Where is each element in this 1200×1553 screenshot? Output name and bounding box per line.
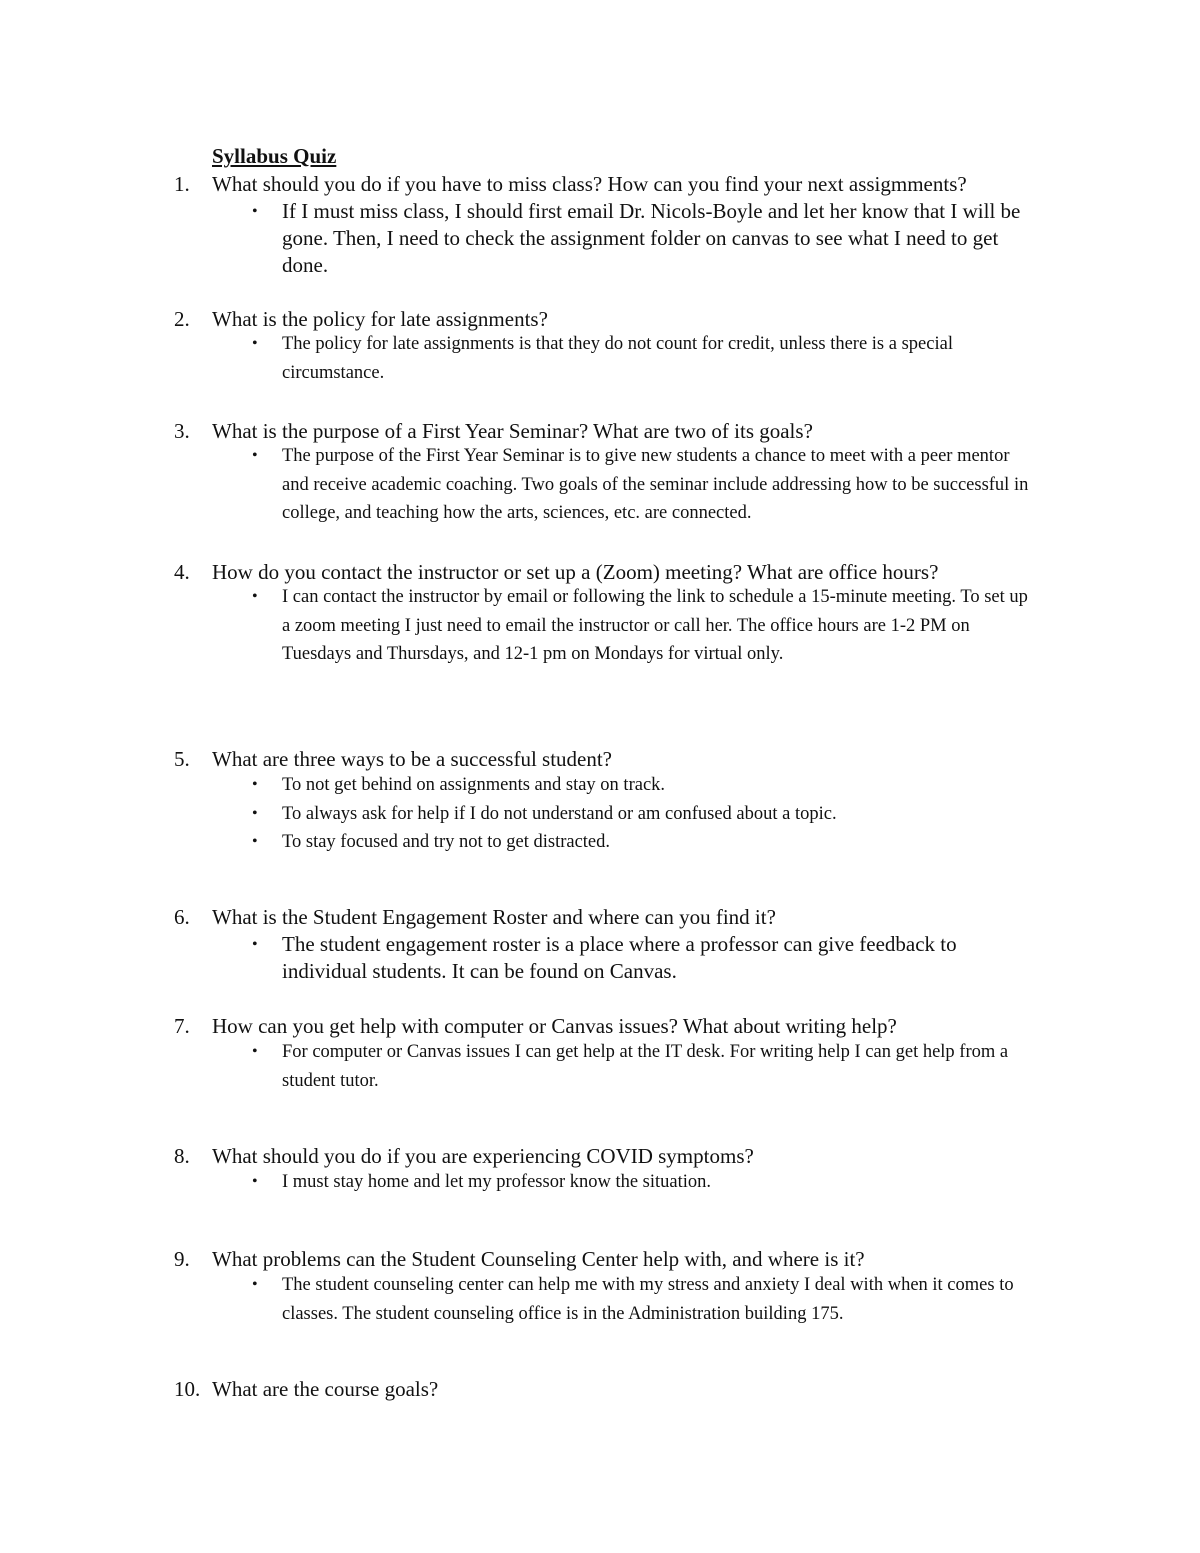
answer-item <box>246 931 1036 985</box>
bullet-icon: • <box>252 1276 258 1293</box>
answer-text: The purpose of the First Year Seminar is to give new students a chance to meet with a peer mentor and receive academic coaching. Two goals of the seminar include addressing how to be successful in college, and teaching how the arts, sciences, etc. are connected. <box>282 446 1029 523</box>
answers-4 <box>246 583 1036 669</box>
question-number: 4. <box>174 560 190 584</box>
answers-3 <box>246 442 1036 528</box>
question-8 <box>174 1142 1094 1170</box>
question-number: 7. <box>174 1014 190 1038</box>
question-text: What should you do if you have to miss class? How can you find your next assigmments? <box>212 172 967 196</box>
answer-text: For computer or Canvas issues I can get help at the IT desk. For writing help I can get help from a student tutor. <box>282 1042 1009 1091</box>
answers-1 <box>246 198 1036 279</box>
answer-item <box>246 330 1036 387</box>
answer-item <box>246 800 1036 829</box>
question-text: What problems can the Student Counseling Center help with, and where is it? <box>212 1247 865 1271</box>
document-title: Syllabus Quiz <box>212 144 337 168</box>
question-number: 2. <box>174 307 190 331</box>
question-5 <box>174 745 1094 773</box>
question-9 <box>174 1245 1094 1273</box>
answers-2 <box>246 330 1036 387</box>
bullet-icon: • <box>252 335 258 352</box>
bullet-icon: • <box>252 588 258 605</box>
question-number: 10. <box>174 1377 201 1401</box>
question-7 <box>174 1012 1094 1040</box>
answer-text: To always ask for help if I do not understand or am confused about a topic. <box>282 803 837 824</box>
answers-8 <box>246 1168 1036 1197</box>
question-1 <box>174 170 1094 198</box>
question-text: What is the Student Engagement Roster and where can you find it? <box>212 905 776 929</box>
answer-item <box>246 1271 1036 1328</box>
bullet-icon: • <box>252 936 258 953</box>
question-text: How do you contact the instructor or set up a (Zoom) meeting? What are office hours? <box>212 560 939 584</box>
bullet-icon: • <box>252 447 258 464</box>
question-number: 8. <box>174 1144 190 1168</box>
answer-item <box>246 583 1036 669</box>
answers-9 <box>246 1271 1036 1328</box>
answer-text: If I must miss class, I should first email Dr. Nicols-Boyle and let her know that I will be gone. Then, I need to check the assignment folder on canvas to see what I need to get done. <box>282 199 1021 277</box>
answer-item <box>246 198 1036 279</box>
bullet-icon: • <box>252 1173 258 1190</box>
answer-item <box>246 771 1036 800</box>
question-number: 9. <box>174 1247 190 1271</box>
answer-text: To stay focused and try not to get distracted. <box>282 832 611 852</box>
answer-text: To not get behind on assignments and stay on track. <box>282 775 666 795</box>
answers-5 <box>246 771 1036 857</box>
question-2 <box>174 305 1094 333</box>
bullet-icon: • <box>252 833 258 850</box>
answer-item <box>246 1168 1036 1197</box>
bullet-icon: • <box>252 1043 258 1060</box>
question-text: What is the purpose of a First Year Seminar? What are two of its goals? <box>212 419 813 443</box>
question-number: 3. <box>174 419 190 443</box>
answer-item <box>246 442 1036 528</box>
question-6 <box>174 903 1094 931</box>
question-number: 5. <box>174 747 190 771</box>
answer-text: The student counseling center can help me with my stress and anxiety I deal with when it comes to classes. The student counseling office is in the Administration building 175. <box>282 1275 1014 1324</box>
question-text: What are the course goals? <box>212 1377 439 1401</box>
question-10 <box>174 1375 1094 1403</box>
answer-text: The student engagement roster is a place where a professor can give feedback to individual students. It can be found on Canvas. <box>282 932 957 983</box>
question-number: 6. <box>174 905 190 929</box>
question-text: What are three ways to be a successful student? <box>212 747 613 771</box>
question-number: 1. <box>174 172 190 196</box>
question-text: How can you get help with computer or Canvas issues? What about writing help? <box>212 1014 897 1038</box>
answers-6 <box>246 931 1036 985</box>
question-text: What should you do if you are experiencing COVID symptoms? <box>212 1144 754 1168</box>
answer-text: I must stay home and let my professor know the situation. <box>282 1172 712 1192</box>
answer-text: The policy for late assignments is that they do not count for credit, unless there is a special circumstance. <box>282 334 953 383</box>
answer-item <box>246 828 1036 857</box>
bullet-icon: • <box>252 203 258 220</box>
answer-text: I can contact the instructor by email or following the link to schedule a 15-minute meeting. To set up a zoom meeting I just need to email the instructor or call her. The office hours are 1-2 PM on Tuesdays and Thursdays, and 12-1 pm on Mondays for virtual only. <box>282 587 1028 664</box>
question-3 <box>174 417 1094 445</box>
answers-7 <box>246 1038 1036 1095</box>
question-text: What is the policy for late assignments? <box>212 307 548 331</box>
bullet-icon: • <box>252 776 258 793</box>
answer-item <box>246 1038 1036 1095</box>
question-4 <box>174 558 1094 586</box>
bullet-icon: • <box>252 804 258 822</box>
